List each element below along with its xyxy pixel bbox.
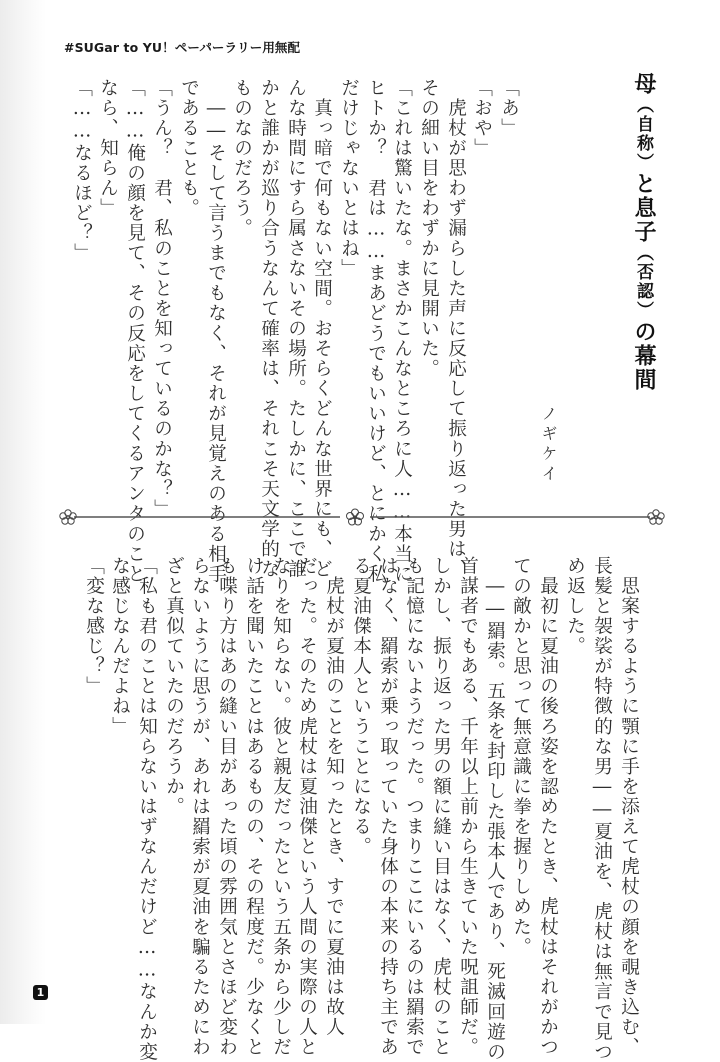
flower-icon: [648, 510, 664, 524]
text-column: 「変な感じ？」: [83, 556, 105, 697]
text-column: 虎杖が思わず漏らした声に反応して振り返った男は、: [445, 78, 467, 580]
text-column: め返した。: [564, 556, 586, 657]
title-part: と息子: [631, 172, 656, 244]
text-column: 思案するように顎に手を添えて虎杖の顔を覗き込む、: [618, 556, 640, 1058]
text-column: だけじゃないとはね」: [338, 78, 360, 279]
text-column: ての敵かと思って無意識に拳を握りしめた。: [510, 556, 532, 957]
text-column: 「これは驚いたな。まさかこんなところに人……本当に: [391, 78, 413, 585]
text-column: ――羂索。五条を封印した張本人であり、死滅回遊の: [484, 556, 506, 1062]
text-column: 首謀者でもある、千年以上前から生きていた呪詛師だ。: [457, 556, 479, 1058]
text-column: その細い目をわずかに見開いた。: [418, 78, 440, 379]
text-column: だった。そのため虎杖は夏油傑という人間の実際の人と: [296, 556, 318, 1058]
text-column: も喋り方はあの縫い目があった頃の雰囲気とさほど変わ: [216, 556, 238, 1058]
text-column: 「私も君のことは知らないはずなんだけど……なんか変: [136, 556, 158, 1062]
text-column: 「うん？ 君、私のことを知っているのかな？」: [151, 78, 173, 520]
text-column: しかし、振り返った男の額に縫い目はなく、虎杖のこと: [430, 556, 452, 1058]
title-part: （自称）: [633, 96, 653, 172]
text-column: 長髪と袈裟が特徴的な男――夏油を、虎杖は無言で見つ: [591, 556, 613, 1062]
text-column: ――そして言うまでもなく、それが見覚えのある相手: [205, 78, 227, 585]
text-column: んな時間にすら属さないその場所。たしかに、ここで誰: [285, 78, 307, 580]
text-column: 「おや」: [471, 78, 493, 159]
title-part: の幕間: [631, 320, 656, 392]
text-column: ヒトか？ 君は……まあどうでもいいけど、とにかく私: [365, 78, 387, 585]
story-title: [632, 72, 654, 392]
text-column: らないように思うが、あれは羂索が夏油を騙るためにわ: [189, 556, 211, 1058]
text-column: ものなのだろう。: [231, 78, 253, 239]
text-column: 「……なるほど？」: [71, 78, 93, 264]
text-column: であることも。: [178, 78, 200, 219]
text-column: 「……俺の顔を見て、その反応をしてくるアンタのこと: [124, 78, 146, 585]
text-column: な感じなんだよね」: [109, 556, 131, 737]
flower-icon: [60, 510, 76, 524]
flower-icon: [347, 509, 364, 525]
text-column: 最初に夏油の後ろ姿を認めたとき、虎杖はそれがかつ: [537, 556, 559, 1058]
text-column: 「あ」: [498, 78, 520, 139]
event-header-tag: #SUGar to YU！ペーパーラリー用無配: [64, 40, 301, 55]
text-column: かと誰かが巡り合うなんて確率は、それこそ天文学的な: [258, 78, 280, 580]
text-column: 虎杖が夏油のことを知ったとき、すでに夏油は故人: [323, 556, 345, 1038]
text-column: なりを知らない。彼と親友だったという五条から少しだ: [270, 556, 292, 1058]
text-column: も記憶にないようだった。つまりここにいるのは羂索で: [403, 556, 425, 1058]
text-column: 真っ暗で何もない空間。おそらくどんな世界にも、ど: [311, 78, 333, 580]
title-part: 母: [631, 72, 656, 96]
text-column: ざと真似ていたのだろうか。: [163, 556, 185, 817]
floral-divider: [56, 505, 668, 529]
title-part: （否認）: [633, 244, 653, 320]
text-column: はなく、羂索が乗っ取っていた身体の本来の持ち主であ: [377, 556, 399, 1058]
text-column: る夏油傑本人ということになる。: [350, 556, 372, 857]
author-name: ノギケイ: [539, 405, 558, 485]
text-column: なら、知らん」: [97, 78, 119, 219]
text-column: け話を聞いたことはあるものの、その程度だ。少なくと: [243, 556, 265, 1058]
page-number-badge: 1: [33, 985, 48, 1000]
page-edge-shadow: [0, 0, 46, 1024]
